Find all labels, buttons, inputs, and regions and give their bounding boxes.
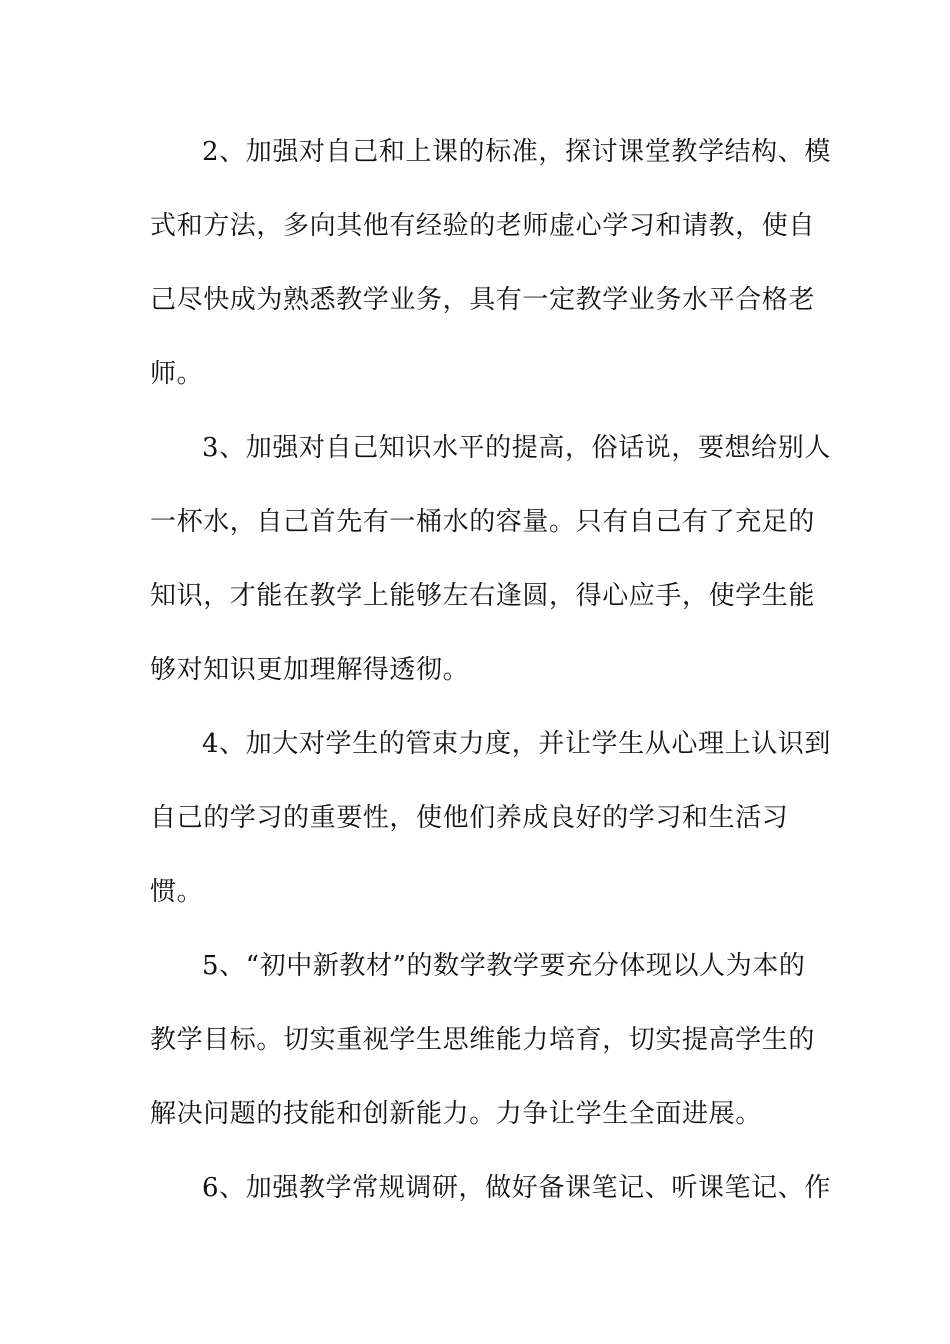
paragraph-2-line-3: 己尽快成为熟悉教学业务，具有一定教学业务水平合格老 — [150, 285, 816, 315]
paragraph-3-line-3: 知识，才能在教学上能够左右逢圆，得心应手，使学生能 — [150, 581, 816, 611]
paragraph-2-line-1: 2、加强对自己和上课的标准，探讨课堂教学结构、模 — [202, 137, 831, 167]
paragraph-6-line-1: 6、加强教学常规调研，做好备课笔记、听课笔记、作 — [202, 1173, 831, 1203]
paragraph-3-line-2: 一杯水，自己首先有一桶水的容量。只有自己有了充足的 — [150, 507, 816, 537]
paragraph-5-line-1: 5、“初中新教材”的数学教学要充分体现以人为本的 — [202, 951, 806, 981]
paragraph-2-line-2: 式和方法，多向其他有经验的老师虚心学习和请教，使自 — [150, 211, 816, 241]
paragraph-3-line-4: 够对知识更加理解得透彻。 — [150, 655, 470, 685]
paragraph-5-line-3: 解决问题的技能和创新能力。力争让学生全面进展。 — [150, 1099, 762, 1129]
paragraph-2-line-4: 师。 — [150, 359, 204, 389]
paragraph-4-line-1: 4、加大对学生的管束力度，并让学生从心理上认识到 — [202, 729, 831, 759]
paragraph-4-line-2: 自己的学习的重要性，使他们养成良好的学习和生活习 — [150, 803, 789, 833]
paragraph-3-line-1: 3、加强对自己知识水平的提高，俗话说，要想给别人 — [202, 433, 831, 463]
paragraph-4-line-3: 惯。 — [150, 877, 204, 907]
paragraph-5-line-2: 教学目标。切实重视学生思维能力培育，切实提高学生的 — [150, 1025, 816, 1055]
